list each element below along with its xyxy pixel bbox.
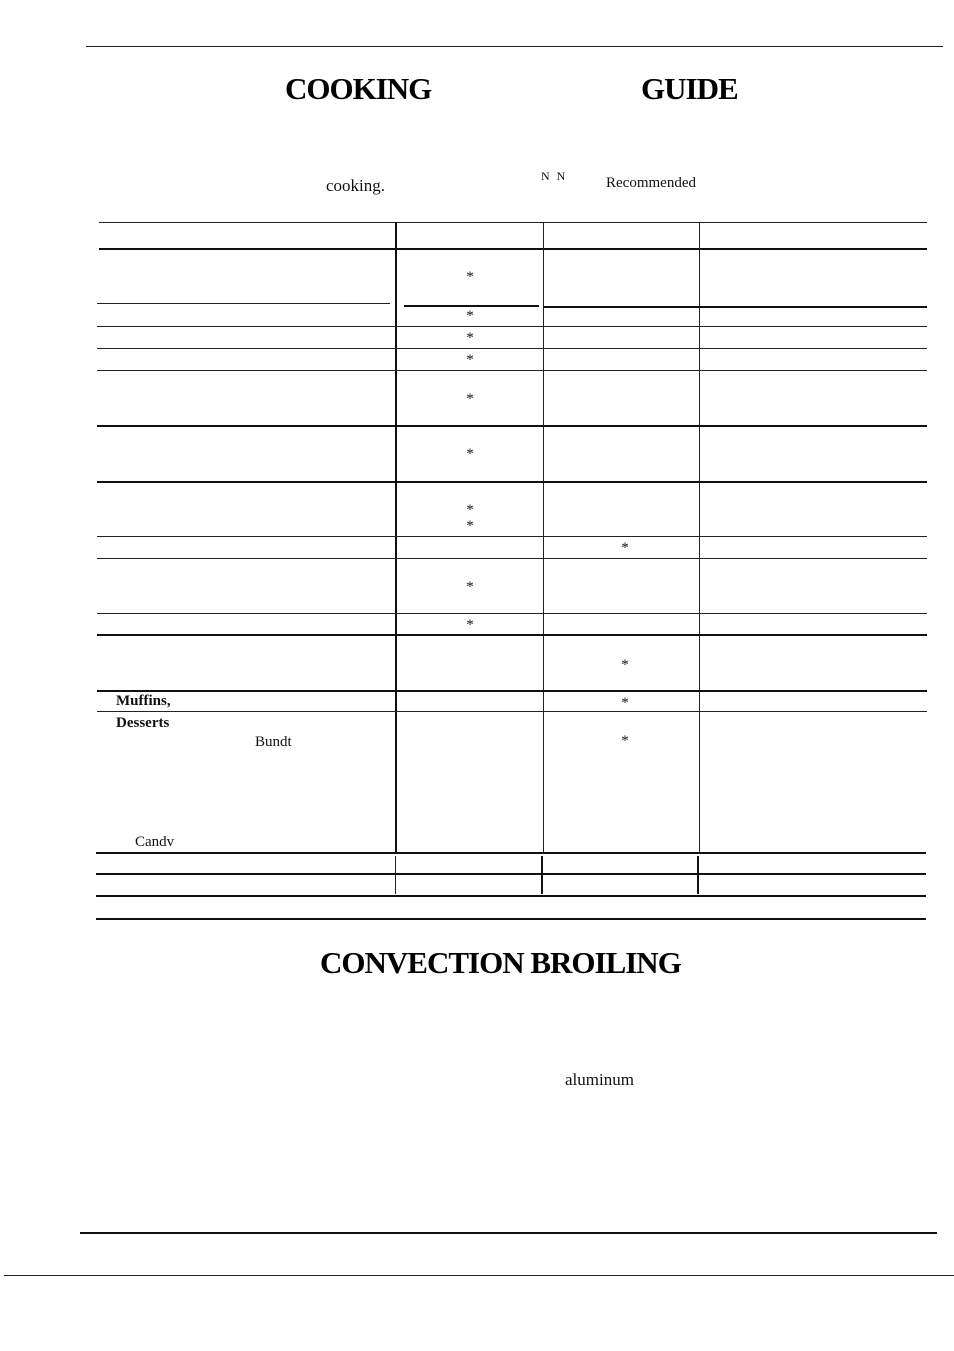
recommended-mark: * xyxy=(621,695,629,711)
row-rule xyxy=(97,690,927,692)
row-label-desserts: Desserts xyxy=(116,715,170,731)
row-label-muffins: Muffins, xyxy=(116,693,171,709)
page-edge-rule xyxy=(4,1275,954,1276)
row-rule xyxy=(97,711,927,712)
header-cooking-text: cooking. xyxy=(326,176,386,195)
recommended-mark: * xyxy=(466,579,474,595)
row-rule xyxy=(97,536,927,537)
bottom-rule xyxy=(80,1232,937,1234)
recommended-mark: * xyxy=(621,540,629,556)
column-divider-1 xyxy=(395,222,397,852)
broiling-aluminum-text: aluminum xyxy=(565,1070,634,1089)
recommended-mark: * xyxy=(466,617,474,633)
row-rule xyxy=(96,895,926,897)
recommended-mark: * xyxy=(466,352,474,368)
header-recommended-text: Recommended xyxy=(606,175,696,191)
table-top-rule xyxy=(99,222,927,223)
row-rule xyxy=(543,306,927,308)
title-cooking: COOKING xyxy=(285,71,432,106)
table-bottom-rule xyxy=(96,918,926,920)
row-rule xyxy=(404,305,539,307)
row-rule xyxy=(96,873,926,875)
column-divider-1-lower xyxy=(395,856,396,894)
recommended-mark: * xyxy=(466,518,474,534)
row-label-bundt: Bundt xyxy=(255,734,292,750)
column-divider-3 xyxy=(699,222,700,852)
column-divider-2-lower xyxy=(541,856,543,894)
recommended-mark: * xyxy=(466,269,474,285)
recommended-mark: * xyxy=(621,657,629,673)
row-rule xyxy=(97,303,390,304)
row-rule xyxy=(97,634,927,636)
title-convection-broiling: CONVECTION BROILING xyxy=(320,945,681,980)
recommended-mark: * xyxy=(466,330,474,346)
recommended-mark: * xyxy=(621,733,629,749)
recommended-mark: * xyxy=(466,391,474,407)
recommended-mark: * xyxy=(466,446,474,462)
column-divider-3-lower xyxy=(697,856,699,894)
row-label-candy: Candv xyxy=(135,834,175,850)
row-rule xyxy=(97,370,927,371)
recommended-mark: * xyxy=(466,502,474,518)
row-rule xyxy=(97,558,927,559)
header-dots: N N xyxy=(541,169,568,183)
row-rule xyxy=(97,326,927,327)
row-rule xyxy=(96,852,926,854)
column-divider-2 xyxy=(543,222,544,852)
row-rule xyxy=(97,425,927,427)
row-rule xyxy=(97,481,927,483)
title-guide: GUIDE xyxy=(641,71,738,106)
row-rule xyxy=(97,613,927,614)
top-rule xyxy=(86,46,943,47)
row-rule xyxy=(97,348,927,349)
recommended-mark: * xyxy=(466,308,474,324)
table-header-rule xyxy=(99,248,927,250)
